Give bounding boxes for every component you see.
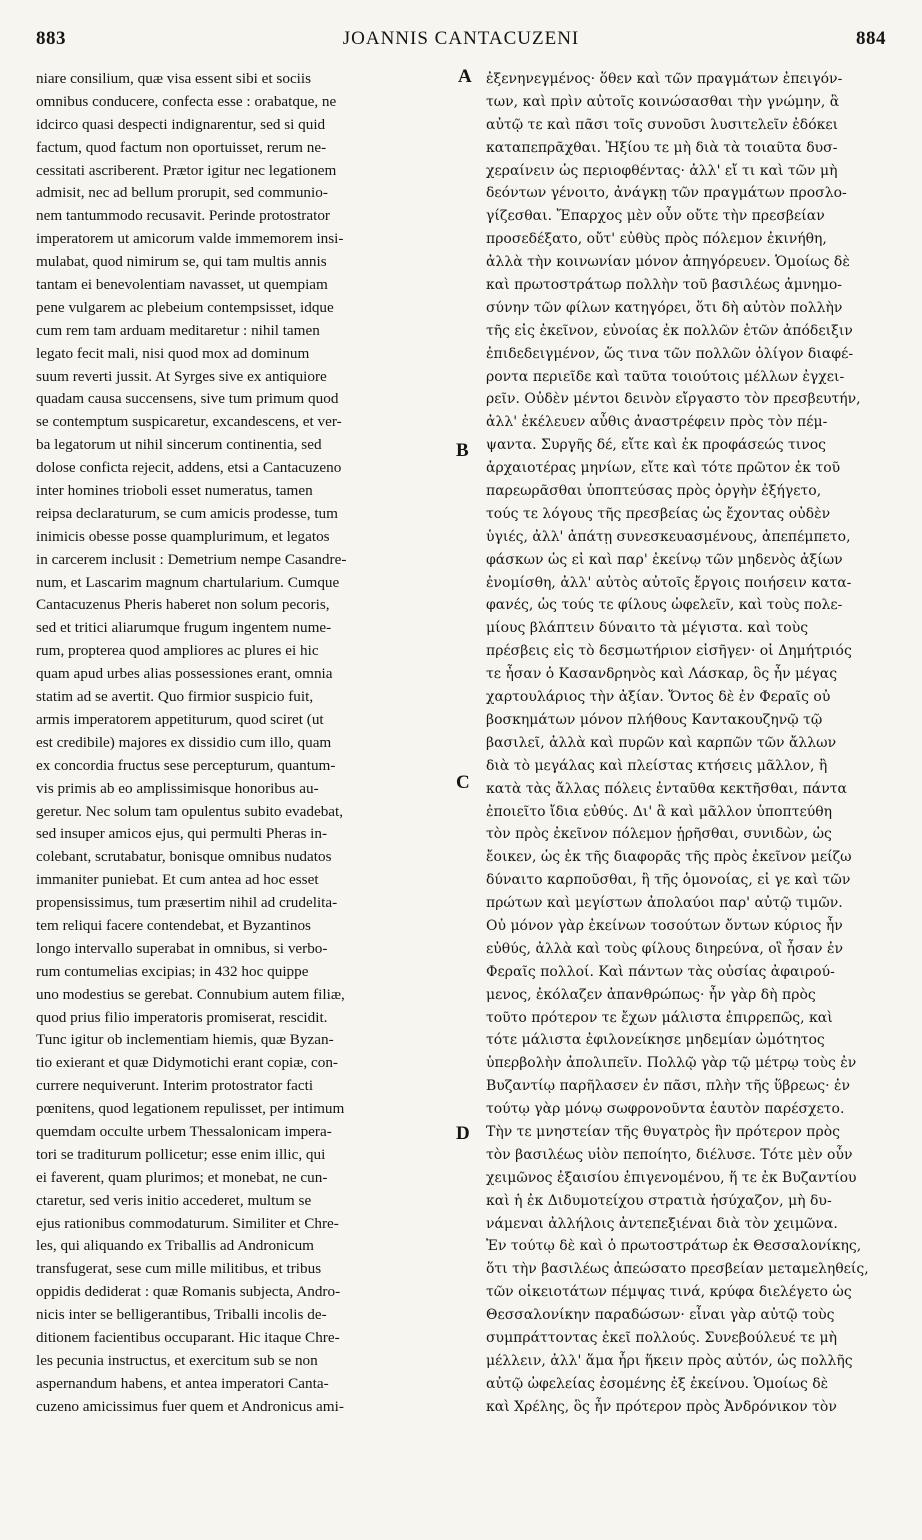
- page-number-left: 883: [36, 28, 66, 49]
- latin-text-line: vis primis ab eo amplissimisque honoribus au-: [36, 779, 319, 797]
- greek-text-line: τὸν πρὸς ἐκεῖνον πόλεμον ᾑρῆσθαι, συνιδὼν, ὡς: [486, 826, 832, 843]
- greek-text-line: ἐξενηνεγμένος· ὅθεν καὶ τῶν πραγμάτων ἐπειγόν-: [486, 71, 843, 87]
- greek-text-line: πρώτων καὶ μεγίστων ἀπολαύοι παρ' αὐτῷ τιμῶν.: [486, 895, 843, 912]
- margin-letter-c: C: [456, 772, 470, 793]
- latin-text-line: admisit, nec ad bellum prorupit, sed communio-: [36, 184, 328, 202]
- latin-text-line: suum reverti jussit. At Syrges sive ex antiquiore: [36, 367, 327, 385]
- greek-text-line: αὐτῷ ὠφελείας ἐσομένης ἐξ ἐκείνου. Ὁμοίως δὲ: [486, 1375, 829, 1392]
- latin-text-line: cum rem tam arduam meditaretur : nihil tamen: [36, 321, 320, 339]
- greek-text-line: ἔοικεν, ὡς ἐκ τῆς διαφορᾶς τῆς πρὸς ἐκεῖνον μείζω: [486, 849, 852, 866]
- latin-text-line: quadam causa succensens, sive tum primum quod: [36, 390, 339, 408]
- greek-text-line: συμπράττοντας ἐκεῖ πολλούς. Συνεβούλευέ τε μὴ: [486, 1329, 837, 1346]
- greek-text-line: καὶ Χρέλης, ὃς ἦν πρότερον πρὸς Ἀνδρόνικον τὸν: [486, 1398, 837, 1415]
- greek-text-line: διὰ τὸ μεγάλας καὶ πλείστας κτήσεις μᾶλλον, ἢ: [486, 757, 828, 774]
- latin-text-line: mulabat, quod nimirum se, qui tam multis annis: [36, 253, 327, 271]
- latin-text-line: se contemptum suspicaretur, excandescens, et ver-: [36, 413, 342, 431]
- latin-text-line: est credibile) majores ex dissidio cum illo, quam: [36, 733, 332, 751]
- latin-text-line: ba legatorum ut nihil sincerum continentia, sed: [36, 436, 322, 454]
- greek-text-line: ἐνομίσθη, ἀλλ' αὐτὸς αὐτοῖς ἔργοις ποιήσειν κατα-: [486, 574, 852, 591]
- greek-text-line: καταπεπρᾶχθαι. Ἠξίου τε μὴ διὰ τὰ τοιαῦτα δυσ-: [486, 139, 838, 156]
- latin-text-line: inimicis obesse posse quamplurimum, et legatos: [36, 527, 330, 545]
- greek-text-line: Οὐ μόνον γὰρ ἐκείνων τοσούτων ὄντων κύριος ἦν: [486, 917, 843, 934]
- greek-text-line: προσεδέξατο, οὔτ' εὐθὺς πρὸς πόλεμον ἐκινήθη,: [486, 231, 827, 248]
- greek-text-line: τῶν οἰκειοτάτων πέμψας τινά, κρύφα διελέγετο ὡς: [486, 1284, 852, 1301]
- latin-text-line: les pecunia instructus, et exercitum sub se non: [36, 1351, 318, 1369]
- greek-text-line: φάσκων ὡς εἰ καὶ παρ' ἐκείνῳ τῶν μηδενὸς ἀξίων: [486, 551, 843, 568]
- greek-text-line: Ἐν τούτῳ δὲ καὶ ὁ πρωτοστράτωρ ἐκ Θεσσαλονίκης,: [486, 1238, 862, 1255]
- greek-text-line: μενος, ἐκόλαζεν ἀπανθρώπως· ἦν γὰρ δὴ πρὸς: [486, 986, 816, 1003]
- latin-text-line: cessitati ascriberent. Prætor igitur nec legationem: [36, 161, 337, 179]
- latin-text-line: sed et tritici aliarumque frugum ingentem nume-: [36, 619, 332, 637]
- page-number-right: 884: [856, 28, 886, 49]
- greek-text-line: ἐποιεῖτο ἴδια εὐθύς. Δι' ἃ καὶ μᾶλλον ὑποπτεύθη: [486, 803, 833, 820]
- running-header: [36, 28, 886, 58]
- latin-text-line: niare consilium, quæ visa essent sibi et sociis: [36, 70, 312, 87]
- latin-text-line: reipsa declaraturum, se cum amicis prodesse, tum: [36, 504, 338, 522]
- latin-text-line: armis imperatorem appetiturum, quod sciret (ut: [36, 710, 324, 728]
- greek-text-line: φανές, ὡς τούς τε φίλους ὠφελεῖν, καὶ τοὺς πολε-: [486, 597, 843, 614]
- greek-text-line: τούτῳ γὰρ μόνῳ σωφρονοῦντα ἑαυτὸν παρέσχετο.: [486, 1101, 845, 1118]
- latin-text-line: ctaretur, sed veris initio accederet, multum se: [36, 1191, 312, 1209]
- latin-text-line: tori se traditurum pollicetur; esse enim illic, qui: [36, 1145, 326, 1163]
- greek-text-line: δύναιτο καρποῦσθαι, ἢ τῆς ὁμονοίας, εἰ γε καὶ τῶν: [486, 872, 851, 889]
- greek-text-line: Τὴν τε μνηστείαν τῆς θυγατρὸς ἣν πρότερον πρὸς: [486, 1123, 840, 1140]
- greek-text-line: ὑπερβολὴν ἀπολιπεῖν. Πολλῷ γὰρ τῷ μέτρῳ τοὺς ἐν: [486, 1055, 857, 1072]
- latin-text-line: immaniter puniebat. Et cum antea ad hoc esset: [36, 871, 319, 889]
- margin-letter-d: D: [456, 1123, 470, 1144]
- latin-text-line: Cantacuzenus Pheris haberet non solum pecoris,: [36, 596, 330, 614]
- greek-column: [486, 68, 890, 1419]
- greek-text-line: Φεραῖς πολλοί. Καὶ πάντων τὰς οὐσίας ἀφαιρού-: [486, 963, 835, 980]
- greek-text-line: μέλλειν, ἀλλ' ἅμα ἦρι ἥκειν πρὸς αὐτόν, ὡς πολλῆς: [486, 1352, 853, 1369]
- latin-text-line: idcirco quasi despecti indignarentur, sed si quid: [36, 115, 326, 133]
- latin-text-line: in carcerem inclusit : Demetrium nempe Casandre-: [36, 550, 347, 568]
- latin-text-line: statim ad se avertit. Quo firmior suspicio fuit,: [36, 688, 314, 706]
- greek-text-line: βοσκημάτων μόνον πλήθους Καντακουζηνῷ τῷ: [486, 711, 823, 728]
- latin-text-line: pœnitens, quod legationem repulisset, per intimum: [36, 1100, 345, 1118]
- greek-text-line: δεόντων γένοιτο, ἀνάγκῃ τῶν πραγμάτων προσλο-: [486, 185, 847, 202]
- greek-text-line: τε ἦσαν ὁ Κασανδρηνὸς καὶ Λάσκαρ, ὃς ἦν μέγας: [486, 666, 838, 683]
- margin-letter-a: A: [458, 66, 472, 87]
- latin-text-line: dolose conficta rejecit, addens, etsi a Cantacuzeno: [36, 459, 342, 477]
- greek-text-line: τότε μάλιστα ἐφιλονείκησε μηδεμίαν ὠμότητος: [486, 1032, 825, 1049]
- latin-text-line: factum, quod factum non oportuisset, rerum ne-: [36, 138, 327, 156]
- greek-text-line: Θεσσαλονίκην παραδώσων· εἶναι γὰρ αὐτῷ τοὺς: [486, 1307, 835, 1324]
- latin-text-line: oppidis dediderat : quæ Romanis subjecta, Andro-: [36, 1283, 341, 1301]
- latin-text-line: pene vulgarem ac plebeium contempsisset, idque: [36, 298, 334, 316]
- latin-text-line: nem tantummodo recusavit. Perinde protostrator: [36, 207, 330, 225]
- latin-text-line: ex concordia fructus sese percepturum, quantum-: [36, 756, 336, 774]
- greek-text-line: τὸν βασιλέως υἱὸν πεποίητο, διέλυσε. Τότε μὲν οὖν: [486, 1146, 853, 1163]
- latin-text-line: sed insuper amicos ejus, qui permulti Pheras in-: [36, 825, 328, 843]
- greek-text-line: γίζεσθαι. Ἔπαρχος μὲν οὖν οὔτε τὴν πρεσβείαν: [486, 208, 825, 225]
- latin-text-line: aspernandum habens, et antea imperatori Canta-: [36, 1374, 329, 1392]
- greek-text-line: ἀλλὰ τὴν κοινωνίαν μόνον ἀπηγόρευεν. Ὁμοίως δὲ: [486, 254, 850, 271]
- greek-text-line: χεραίνειν ὡς περιοφθέντας· ἀλλ' εἴ τι καὶ τῶν μὴ: [486, 162, 838, 179]
- latin-text-line: imperatorem ut amicorum valde immemorem insi-: [36, 230, 344, 248]
- latin-text-line: nicis inter se belligerantibus, Triballi incolis de-: [36, 1306, 327, 1324]
- latin-text-line: tantam ei benevolentiam navasset, ut quempiam: [36, 276, 328, 294]
- latin-text-line: les, qui aliquando ex Triballis ad Andronicum: [36, 1237, 314, 1255]
- latin-text-line: rum contumelias excipias; in 432 hoc quippe: [36, 962, 309, 980]
- greek-text-line: τοῦτο πρότερον τε ἔχων μάλιστα ἐπιρρεπῶς, καὶ: [486, 1009, 833, 1026]
- greek-text-line: πρέσβεις εἰς τὸ δεσμωτήριον εἰσῆγεν· οἱ Δημήτριός: [486, 643, 852, 660]
- latin-text-line: transfugerat, sese cum mille militibus, et tribus: [36, 1260, 322, 1278]
- greek-text-line: ρεῖν. Οὐδὲν μέντοι δεινὸν εἴργαστο τὸν πρεσβευτήν,: [486, 391, 861, 408]
- latin-text-line: omnibus conducere, confecta esse : orabatque, ne: [36, 92, 337, 110]
- latin-text-line: legato fecit mali, nisi quod mox ad dominum: [36, 344, 310, 362]
- greek-text-line: νάμεναι ἀλλήλοις ἀντεπεξιέναι διὰ τὸν χειμῶνα.: [486, 1215, 838, 1232]
- latin-text-line: geretur. Nec solum tam opulentus subito evadebat,: [36, 802, 344, 820]
- greek-text-line: κατὰ τὰς ἄλλας πόλεις ἐνταῦθα κεκτῆσθαι, πάντα: [486, 780, 847, 797]
- greek-text-line: παρεωρᾶσθαι ὑποπτεύσας πρὸς ὀργὴν ἐξήγετο,: [486, 483, 822, 500]
- greek-text-line: ἀρχαιοτέρας μηνίων, εἴτε καὶ τότε πρῶτον ἐκ τοῦ: [486, 460, 841, 477]
- greek-text-line: των, καὶ πρὶν αὐτοῖς κοινώσασθαι τὴν γνώμην, ἃ: [486, 93, 840, 110]
- latin-text-line: currere nequiverunt. Interim protostrator facti: [36, 1077, 314, 1095]
- latin-text-line: cuzeno amicissimus fuer quem et Andronicus ami-: [36, 1397, 344, 1415]
- greek-text-line: βασιλεῖ, ἀλλὰ καὶ πυρῶν καὶ καρπῶν τῶν ἄλλων: [486, 734, 837, 751]
- latin-text-line: propensissimus, tum præsertim nihil ad crudelita-: [36, 894, 338, 912]
- greek-text-line: ψαντα. Συργῆς δέ, εἴτε καὶ ἐκ προφάσεώς τινος: [486, 437, 827, 454]
- latin-column: [36, 68, 466, 1419]
- greek-text-line: μίους βλάπτειν δύναιτο τὰ μέγιστα. καὶ τοὺς: [486, 620, 809, 637]
- greek-text-line: ὑγιές, ἀλλ' ἀπάτῃ συνεσκευασμένους, ἀπεπέμπετο,: [486, 528, 851, 545]
- greek-text-line: εὐθύς, ἀλλὰ καὶ τοὺς φίλους διηρεύνα, οἳ ἦσαν ἐν: [486, 940, 843, 957]
- latin-text-line: uno modestius se gerebat. Connubium autem filiæ,: [36, 985, 345, 1003]
- greek-text-line: χειμῶνος ἐξαισίου ἐπιγενομένου, ἥ τε ἐκ Βυζαντίου: [486, 1169, 857, 1186]
- latin-text-line: tio exierant et quæ Didymotichi erant copiæ, con-: [36, 1054, 338, 1072]
- latin-text-line: ei faverent, quam plurimos; et monebat, ne cun-: [36, 1168, 328, 1186]
- greek-text-line: ἀλλ' ἐκέλευεν αὖθις ἀναστρέφειν πρὸς τὸν πέμ-: [486, 414, 828, 431]
- greek-text-line: καὶ πρωτοστράτωρ πολλὴν τοῦ βασιλέως ἀμνημο-: [486, 277, 842, 294]
- latin-text-line: ditionem facientibus occuparant. Hic itaque Chre-: [36, 1328, 340, 1346]
- latin-text-line: quod prius filio imperatoris promiserat, rescidit.: [36, 1008, 328, 1026]
- greek-text-line: ροντα περιεῖδε καὶ ταῦτα τοιούτοις μέλλων ἐγχει-: [486, 368, 845, 385]
- latin-text-line: quemdam occulte urbem Thessalonicam impera-: [36, 1122, 332, 1140]
- greek-text-line: ἐπιδεδειγμένον, ὥς τινα τῶν πολλῶν ὀλίγον διαφέ-: [486, 345, 854, 362]
- greek-text-line: αὐτῷ τε καὶ πᾶσι τοῖς συνοῦσι λυσιτελεῖν ἐδόκει: [486, 116, 839, 133]
- margin-letter-b: B: [456, 440, 469, 461]
- latin-text-line: colebant, scrutabatur, bonisque omnibus nudatos: [36, 848, 332, 866]
- latin-text-line: longo intervallo superabat in omnibus, si verbo-: [36, 939, 328, 957]
- latin-text-line: rum, propterea quod ampliores ac plures ei hic: [36, 642, 319, 660]
- greek-text-line: καὶ ἡ ἐκ Διδυμοτείχου στρατιὰ ἡσύχαζον, μὴ δυ-: [486, 1192, 832, 1209]
- greek-text-line: Βυζαντίῳ παρῆλασεν ἐν πᾶσι, πλὴν τῆς ὕβρεως· ἐν: [486, 1078, 851, 1095]
- greek-text-line: σύνην τῶν φίλων κατηγόρει, ὅτι δὴ αὐτὸν πολλὴν: [486, 299, 843, 316]
- latin-text-line: tem reliqui facere contendebat, et Byzantinos: [36, 916, 311, 934]
- running-title: JOANNIS CANTACUZENI: [342, 28, 580, 49]
- latin-text-line: num, et Lascarim magnum chartularium. Cumque: [36, 573, 340, 591]
- latin-text-line: ejus rationibus commodaturum. Similiter et Chre-: [36, 1214, 339, 1232]
- greek-text-line: τούς τε λόγους τῆς πρεσβείας ὡς ἔχοντας οὐδὲν: [486, 505, 831, 522]
- greek-text-line: χαρτουλάριος τὴν ἀξίαν. Ὄντος δὲ ἐν Φεραῖς οὐ: [486, 689, 831, 706]
- latin-text-line: Tunc igitur ob inclementiam hiemis, quæ Byzan-: [36, 1031, 334, 1049]
- greek-text-line: ὅτι τὴν βασιλέως ἀπεώσατο πρεσβείαν μεταμεληθείς,: [486, 1261, 869, 1278]
- latin-text-line: quam apud urbes alias possessiones erant, omnia: [36, 665, 333, 683]
- greek-text-line: τῆς εἰς ἐκεῖνον, εὐνοίας ἐκ πολλῶν ἐτῶν ἀπόδειξιν: [486, 322, 853, 339]
- latin-text-line: inter homines trioboli esset numeratus, tamen: [36, 482, 313, 500]
